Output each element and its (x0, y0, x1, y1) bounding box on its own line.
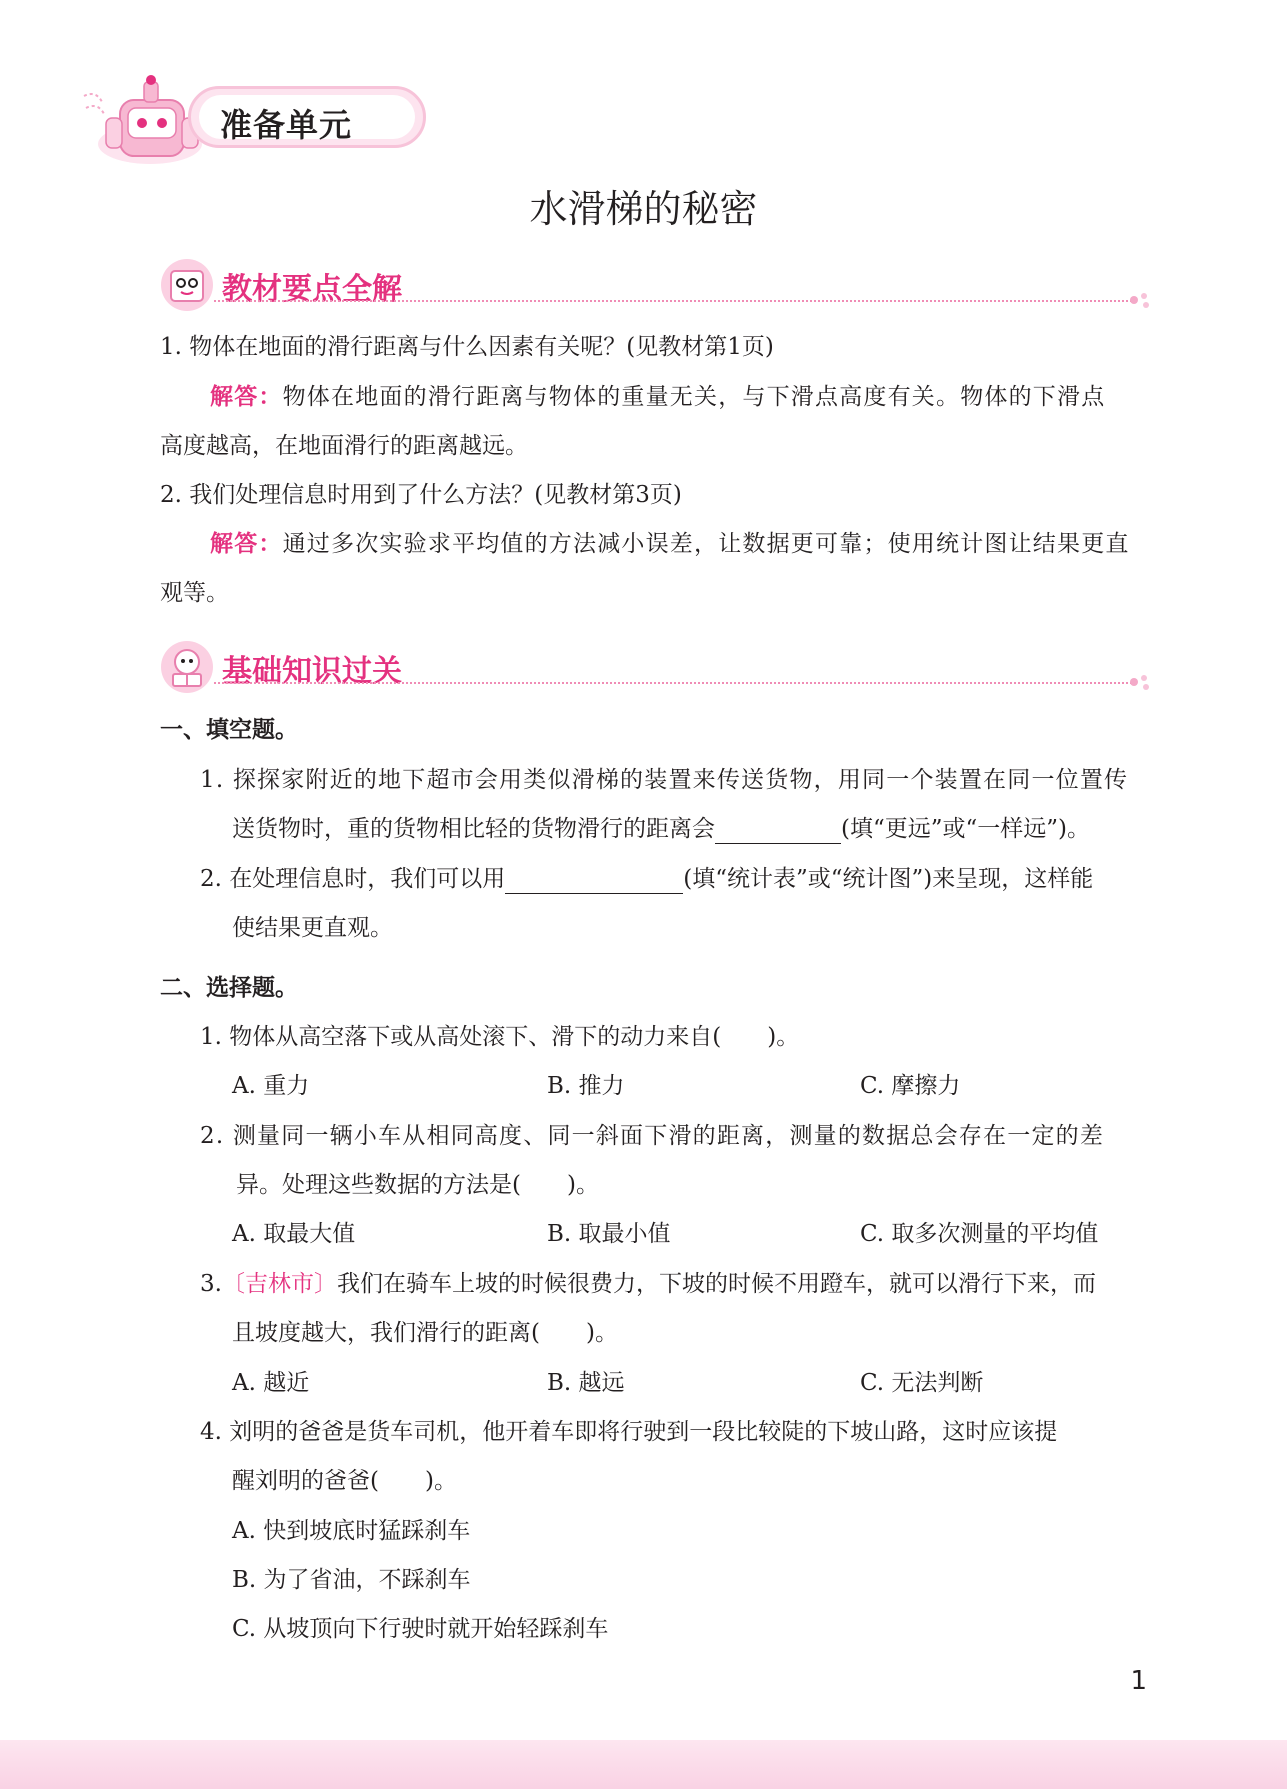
question-line: 异。处理这些数据的方法是( )。 (236, 1172, 599, 1198)
answer-blank[interactable] (715, 819, 841, 844)
option-c[interactable]: C. 取多次测量的平均值 (860, 1221, 1099, 1247)
book-mascot-icon (160, 258, 214, 312)
option-a[interactable]: A. 重力 (232, 1073, 310, 1099)
question-line: 使结果更直观。 (232, 915, 393, 941)
option-b[interactable]: B. 越远 (547, 1370, 625, 1396)
question-line: 2. 在处理信息时，我们可以用 (填“统计表”或“统计图”)来呈现，这样能 (200, 866, 1094, 892)
answer-line: 高度越高，在地面滑行的距离越远。 (160, 433, 528, 459)
question-line: 2. 测量同一辆小车从相同高度、同一斜面下滑的距离，测量的数据总会存在一定的差 (200, 1123, 1105, 1149)
option-b[interactable]: B. 取最小值 (547, 1221, 671, 1247)
question-line: 2. 我们处理信息时用到了什么方法？(见教材第3页) (160, 482, 682, 508)
question-line: 3.〔吉林市〕我们在骑车上坡的时候很费力，下坡的时候不用蹬车，就可以滑行下来，而 (200, 1271, 1096, 1297)
answer-line: 观等。 (160, 580, 229, 606)
option-a[interactable]: A. 快到坡底时猛踩刹车 (232, 1518, 471, 1544)
answer-label: 解答： (210, 384, 283, 410)
page-title: 水滑梯的秘密 (529, 187, 758, 231)
question-line: 醒刘明的爸爸( )。 (232, 1468, 457, 1494)
dotted-divider (214, 300, 1136, 302)
footer-band (0, 1740, 1287, 1789)
section-header-basic-knowledge (160, 640, 1152, 696)
question-line: 1. 物体在地面的滑行距离与什么因素有关呢？(见教材第1页) (160, 334, 774, 360)
option-b[interactable]: B. 为了省油，不踩刹车 (232, 1567, 471, 1593)
answer-label: 解答： (210, 531, 283, 557)
choice-heading: 二、选择题。 (160, 975, 298, 1001)
region-tag: 〔吉林市〕 (221, 1271, 337, 1297)
reading-mascot-icon (160, 640, 214, 694)
section-title: 基础知识过关 (222, 654, 402, 689)
page-number: 1 (1130, 1666, 1147, 1696)
question-line: 1. 物体从高空落下或从高处滚下、滑下的动力来自( )。 (200, 1024, 800, 1050)
question-line: 1. 探探家附近的地下超市会用类似滑梯的装置来传送货物，用同一个装置在同一位置传 (200, 767, 1129, 793)
answer-blank[interactable] (505, 869, 683, 894)
dotted-divider (214, 682, 1136, 684)
question-line: 4. 刘明的爸爸是货车司机，他开着车即将行驶到一段比较陡的下坡山路，这时应该提 (200, 1419, 1058, 1445)
option-a[interactable]: A. 越近 (232, 1370, 310, 1396)
unit-banner (78, 72, 428, 168)
unit-title: 准备单元 (220, 106, 353, 144)
fill-blank-heading: 一、填空题。 (160, 717, 298, 743)
question-line: 送货物时，重的货物相比轻的货物滑行的距离会 (填“更远”或“一样远”)。 (232, 816, 1090, 842)
option-a[interactable]: A. 取最大值 (232, 1221, 356, 1247)
decorative-dots-icon (1128, 290, 1152, 310)
decorative-dots-icon (1128, 672, 1152, 692)
answer-line: 解答：通过多次实验求平均值的方法减小误差，让数据更可靠；使用统计图让结果更直 (210, 531, 1130, 557)
option-c[interactable]: C. 从坡顶向下行驶时就开始轻踩刹车 (232, 1616, 609, 1642)
section-title: 教材要点全解 (222, 272, 402, 307)
option-c[interactable]: C. 无法判断 (860, 1370, 984, 1396)
answer-line: 解答：物体在地面的滑行距离与物体的重量无关，与下滑点高度有关。物体的下滑点 (210, 384, 1106, 410)
section-header-key-points (160, 258, 1152, 314)
option-c[interactable]: C. 摩擦力 (860, 1073, 961, 1099)
question-line: 且坡度越大，我们滑行的距离( )。 (232, 1320, 618, 1346)
option-b[interactable]: B. 推力 (547, 1073, 625, 1099)
